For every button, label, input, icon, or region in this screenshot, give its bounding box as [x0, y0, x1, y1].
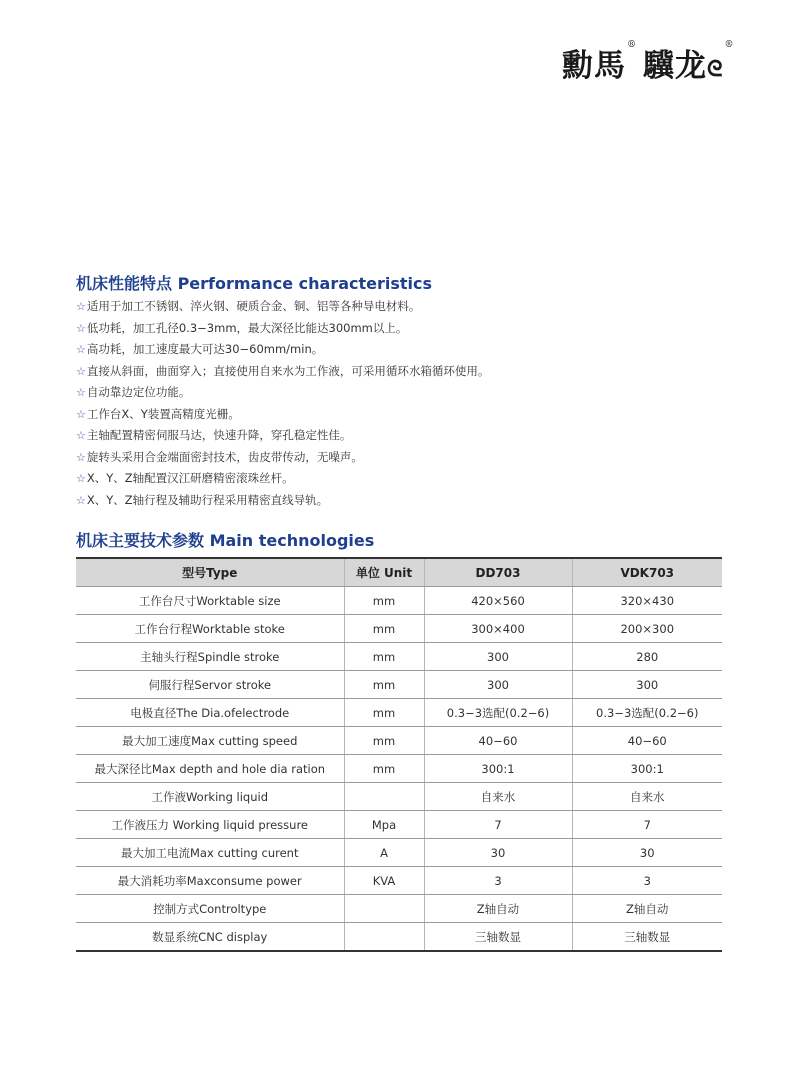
header-model-dd703: DD703: [424, 558, 572, 587]
table-row: [76, 923, 722, 952]
dd703-value-cell: 7: [424, 811, 572, 839]
dd703-value-cell: 300:1: [424, 755, 572, 783]
main-tech-section-title: 机床主要技术参数 Main technologies: [76, 531, 375, 550]
star-bullet-icon: ☆: [76, 450, 86, 464]
star-bullet-icon: ☆: [76, 386, 86, 399]
table-row: [76, 755, 722, 783]
feature-text: 直接从斜面，曲面穿入；直接使用自来水为工作液，可采用循环水箱循环使用。: [86, 363, 490, 378]
table-row: [76, 839, 722, 867]
param-name-cell: 最大消耗功率Maxconsume power: [76, 867, 344, 895]
table-row: [76, 811, 722, 839]
unit-cell: Mpa: [344, 811, 424, 839]
table-row: [76, 671, 722, 699]
header-unit: 单位 Unit: [344, 558, 424, 587]
param-name-cell: 数显系统CNC display: [76, 923, 344, 952]
feature-text: 高功耗，加工速度最大可达30−60mm/min。: [86, 342, 324, 356]
vdk703-value-cell: 200×300: [572, 615, 722, 643]
star-bullet-icon: ☆: [76, 493, 86, 507]
feature-item: [76, 468, 756, 490]
feature-item: [76, 361, 756, 383]
brand-name-1: 勳馬: [562, 48, 626, 84]
star-bullet-icon: ☆: [76, 429, 86, 442]
table-row: [76, 783, 722, 811]
vdk703-value-cell: 3: [572, 867, 722, 895]
feature-text: X、Y、Z轴配置汉江研磨精密滚珠丝杆。: [86, 471, 294, 485]
spec-table: [76, 557, 722, 952]
table-row: [76, 615, 722, 643]
registered-mark-1: ®: [627, 40, 637, 50]
spec-table-header-row: [76, 558, 722, 587]
feature-text: 适用于加工不锈钢、淬火钢、硬质合金、铜、铝等各种导电材料。: [86, 299, 421, 313]
star-bullet-icon: ☆: [76, 472, 86, 485]
star-bullet-icon: ☆: [76, 364, 86, 378]
feature-text: 低功耗，加工孔径0.3−3mm，最大深径比能达300mm以上。: [86, 320, 408, 335]
param-name-cell: 伺服行程Servor stroke: [76, 671, 344, 699]
feature-item: [76, 447, 756, 469]
dd703-value-cell: Z轴自动: [424, 895, 572, 923]
dd703-value-cell: 300: [424, 671, 572, 699]
unit-cell: [344, 783, 424, 811]
brand-name-2: 驥龙: [643, 48, 707, 84]
table-row: [76, 727, 722, 755]
unit-cell: KVA: [344, 867, 424, 895]
vdk703-value-cell: 280: [572, 643, 722, 671]
unit-cell: [344, 923, 424, 952]
param-name-cell: 最大加工电流Max cutting curent: [76, 839, 344, 867]
feature-item: [76, 404, 756, 426]
table-row: [76, 699, 722, 727]
header-model-vdk703: VDK703: [572, 558, 722, 587]
brand-logo: [562, 40, 741, 85]
unit-cell: mm: [344, 587, 424, 615]
dd703-value-cell: 40−60: [424, 727, 572, 755]
dd703-value-cell: 30: [424, 839, 572, 867]
vdk703-value-cell: Z轴自动: [572, 895, 722, 923]
param-name-cell: 工作台尺寸Worktable size: [76, 587, 344, 615]
star-bullet-icon: ☆: [76, 321, 86, 335]
feature-text: X、Y、Z轴行程及辅助行程采用精密直线导轨。: [86, 492, 329, 507]
spec-table-body: [76, 587, 722, 952]
feature-item: [76, 382, 756, 404]
param-name-cell: 最大深径比Max depth and hole dia ration: [76, 755, 344, 783]
param-name-cell: 控制方式Controltype: [76, 895, 344, 923]
unit-cell: mm: [344, 615, 424, 643]
feature-text: 自动靠边定位功能。: [86, 385, 191, 399]
unit-cell: mm: [344, 699, 424, 727]
dd703-value-cell: 300: [424, 643, 572, 671]
star-bullet-icon: ☆: [76, 300, 86, 313]
swirl-ornament-icon: ᘓ: [707, 56, 724, 82]
vdk703-value-cell: 40−60: [572, 727, 722, 755]
dd703-value-cell: 0.3−3选配(0.2−6): [424, 699, 572, 727]
performance-section-title: 机床性能特点 Performance characteristics: [76, 274, 433, 293]
vdk703-value-cell: 30: [572, 839, 722, 867]
table-row: [76, 895, 722, 923]
feature-text: 旋转头采用合金端面密封技术，齿皮带传动，无噪声。: [86, 449, 363, 464]
param-name-cell: 主轴头行程Spindle stroke: [76, 643, 344, 671]
dd703-value-cell: 自来水: [424, 783, 572, 811]
header-type: 型号Type: [76, 558, 344, 587]
dd703-value-cell: 420×560: [424, 587, 572, 615]
table-row: [76, 867, 722, 895]
feature-item: [76, 296, 756, 318]
vdk703-value-cell: 320×430: [572, 587, 722, 615]
feature-item: [76, 425, 756, 447]
unit-cell: mm: [344, 727, 424, 755]
param-name-cell: 电极直径The Dia.ofelectrode: [76, 699, 344, 727]
param-name-cell: 工作液压力 Working liquid pressure: [76, 811, 344, 839]
table-row: [76, 587, 722, 615]
star-bullet-icon: ☆: [76, 343, 86, 356]
feature-text: 工作台X、Y装置高精度光栅。: [86, 406, 240, 421]
vdk703-value-cell: 7: [572, 811, 722, 839]
vdk703-value-cell: 自来水: [572, 783, 722, 811]
dd703-value-cell: 三轴数显: [424, 923, 572, 952]
unit-cell: [344, 895, 424, 923]
unit-cell: mm: [344, 643, 424, 671]
unit-cell: mm: [344, 671, 424, 699]
table-row: [76, 643, 722, 671]
param-name-cell: 工作液Working liquid: [76, 783, 344, 811]
param-name-cell: 最大加工速度Max cutting speed: [76, 727, 344, 755]
unit-cell: A: [344, 839, 424, 867]
feature-text: 主轴配置精密伺服马达，快速升降，穿孔稳定性佳。: [86, 428, 352, 442]
feature-item: [76, 490, 756, 512]
feature-item: [76, 318, 756, 340]
star-bullet-icon: ☆: [76, 407, 86, 421]
dd703-value-cell: 300×400: [424, 615, 572, 643]
vdk703-value-cell: 300: [572, 671, 722, 699]
unit-cell: mm: [344, 755, 424, 783]
vdk703-value-cell: 0.3−3选配(0.2−6): [572, 699, 722, 727]
vdk703-value-cell: 三轴数显: [572, 923, 722, 952]
param-name-cell: 工作台行程Worktable stoke: [76, 615, 344, 643]
vdk703-value-cell: 300:1: [572, 755, 722, 783]
performance-list: [76, 296, 756, 511]
registered-mark-2: ®: [724, 40, 735, 50]
dd703-value-cell: 3: [424, 867, 572, 895]
feature-item: [76, 339, 756, 361]
